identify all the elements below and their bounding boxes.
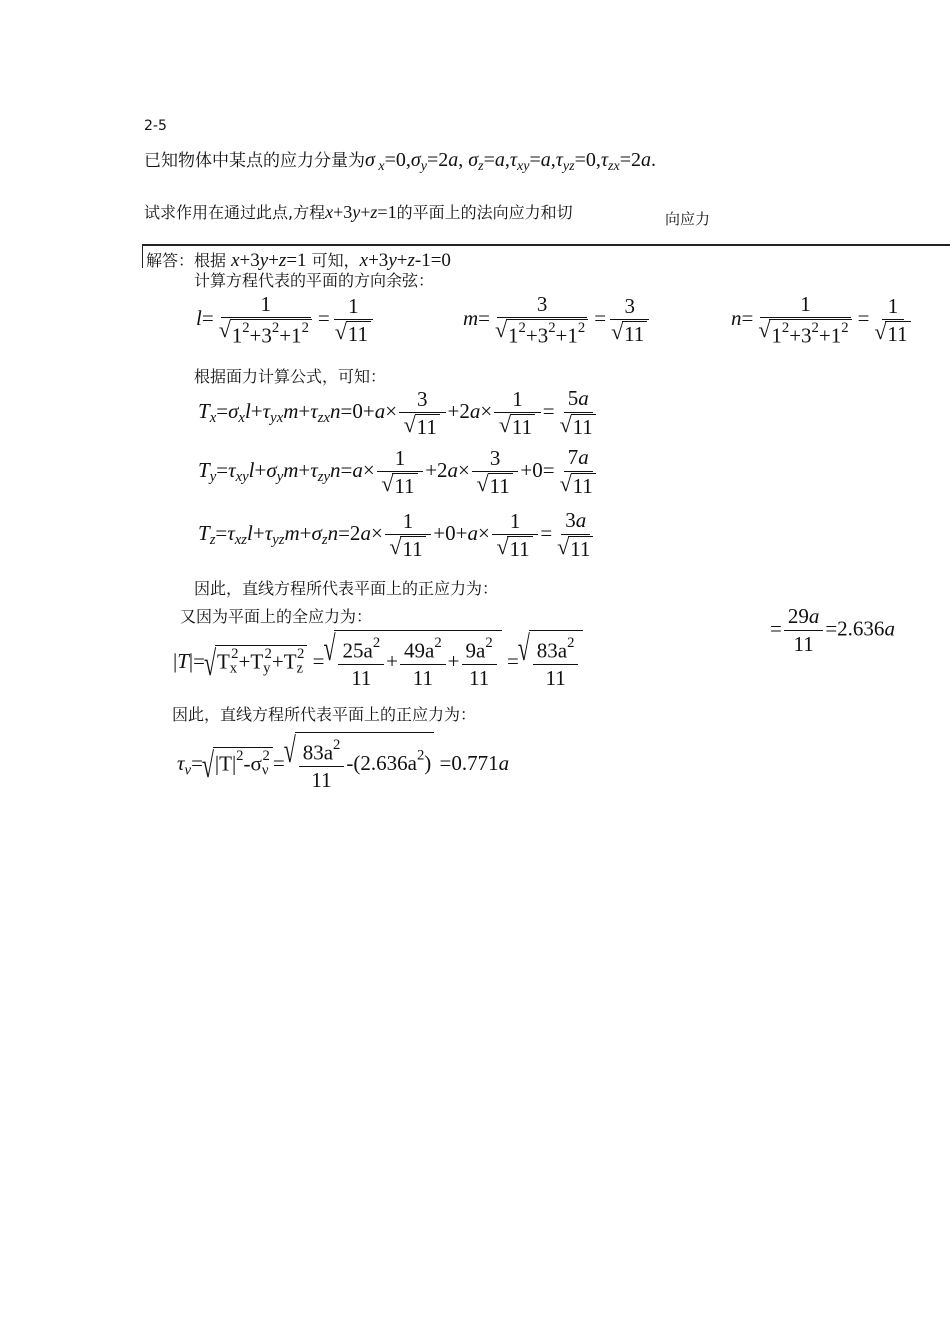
problem-line-2: [144, 200, 573, 223]
stress-heading: 根据面力计算公式，可知：: [194, 367, 387, 386]
shear-heading: 因此，直线方程所代表平面上的正应力为：: [172, 705, 477, 724]
problem-line-1: [144, 146, 656, 175]
plane-equation: x+3y+z=1: [325, 202, 397, 222]
separator-line: [142, 244, 950, 246]
problem-number: 2-5: [144, 118, 167, 134]
problem-line-2-text-b: 的平面上的法向应力和切: [396, 203, 573, 222]
ty-equation: $T_y=\tau_{xy}l+\sigma_ym+\tau_{zy}n=a\times$ 1 √ 11 +2a× 3 √ 11 +0= 7a √ 11: [198, 445, 602, 499]
tz-equation: $T_z=\tau_{xz}l+\tau_{yz}m+\sigma_zn=2a\times$ 1 √ 11 +0+a× 1 √ 11 = 3a √ 11: [198, 508, 599, 562]
problem-line-2-tail: 向应力: [665, 210, 711, 228]
cos-m-equation: m= 3 √ $1^2+3^2+1^2$ = 3 √ 11: [463, 292, 653, 348]
intro-label: 解答：根据: [146, 251, 227, 270]
intro-eq-1: x+3y+z=1: [231, 250, 307, 271]
separator-stub: [142, 244, 143, 268]
intro-mid: 可知，: [311, 251, 360, 270]
tx-equation: $T_x=\sigma_xl+\tau_{yx}m+\tau_{zx}n=0+a\times$ 3 √ 11 +2a× 1 √ 11 = 5a √ 11: [198, 386, 602, 440]
normal-value: = $\frac{29a}{11}$ =2.636a: [770, 604, 895, 656]
total-heading: 又因为平面上的全应力为：: [180, 607, 373, 626]
shear-equation: $\tau_\nu=√$ $|T|^2-\sigma_\nu^2$ = √ $\frac{83a^2}{11}$ $-(2.636a^2) =0.771a$: [177, 732, 509, 790]
problem-line-1-text: 已知物体中某点的应力分量为: [144, 151, 365, 171]
stress-components: σ $_x=0,\sigma_y=2a$, $\sigma_z=a,\tau_{xy}=a,\tau_{yz}=0,\tau_{zx}=2a$.: [365, 149, 656, 175]
cos-heading: 计算方程代表的平面的方向余弦：: [194, 271, 435, 290]
total-equation: |T|=√ $T_x^2+T_y^2+T_z^2$ = √ $\frac{25a^2}{11}$ + $\frac{49a^2}{11}$ + $\frac{9a^2}{11}$ = √ $\frac{83a^2}{11}$: [173, 630, 583, 691]
problem-line-2-text-a: 试求作用在通过此点,方程: [144, 203, 326, 222]
intro-eq-2: x+3y+z-1=0: [359, 250, 451, 271]
normal-heading: 因此，直线方程所代表平面上的正应力为：: [194, 579, 499, 598]
cos-n-equation: n= 1 √ $1^2+3^2+1^2$ = 1 √ 11: [731, 292, 917, 348]
cos-l-equation: l= 1 √ $1^2+3^2+1^2$ = 1 √ 11: [196, 292, 377, 348]
